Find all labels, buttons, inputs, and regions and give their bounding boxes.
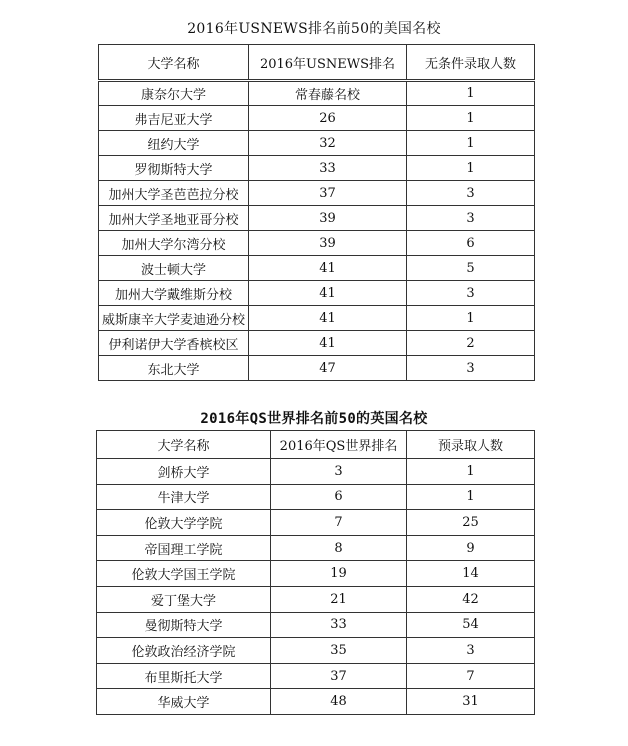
university-name-cell: 剑桥大学 xyxy=(97,459,271,485)
university-name-cell: 爱丁堡大学 xyxy=(97,586,271,612)
rank-cell: 26 xyxy=(249,106,407,131)
university-name-cell: 东北大学 xyxy=(99,356,249,381)
admit-count-cell: 1 xyxy=(407,156,535,181)
university-name-cell: 加州大学圣地亚哥分校 xyxy=(99,206,249,231)
table-row xyxy=(99,281,535,306)
rank-cell: 6 xyxy=(271,484,407,510)
table-row xyxy=(99,106,535,131)
column-header-qs-rank: 2016年QS世界排名 xyxy=(271,431,407,459)
qs-table xyxy=(96,430,535,715)
admit-count-cell: 3 xyxy=(407,281,535,306)
table-row xyxy=(99,206,535,231)
rank-cell: 32 xyxy=(249,131,407,156)
table-row xyxy=(99,331,535,356)
admit-count-cell: 9 xyxy=(407,535,535,561)
rank-cell: 37 xyxy=(249,181,407,206)
table-row xyxy=(97,561,535,587)
column-header-unconditional-admits: 无条件录取人数 xyxy=(407,45,535,81)
university-name-cell: 弗吉尼亚大学 xyxy=(99,106,249,131)
table-row xyxy=(97,459,535,485)
admit-count-cell: 6 xyxy=(407,231,535,256)
university-name-cell: 伦敦政治经济学院 xyxy=(97,638,271,664)
admit-count-cell: 3 xyxy=(407,206,535,231)
rank-cell: 8 xyxy=(271,535,407,561)
rank-cell: 41 xyxy=(249,331,407,356)
usnews-table-title: 2016年USNEWS排名前50的美国名校 xyxy=(187,21,441,37)
university-name-cell: 伦敦大学国王学院 xyxy=(97,561,271,587)
admit-count-cell: 1 xyxy=(407,81,535,106)
admit-count-cell: 1 xyxy=(407,484,535,510)
qs-table-title: 2016年QS世界排名前50的英国名校 xyxy=(200,411,428,427)
university-name-cell: 罗彻斯特大学 xyxy=(99,156,249,181)
admit-count-cell: 31 xyxy=(407,689,535,715)
table-row xyxy=(97,586,535,612)
table-row xyxy=(97,689,535,715)
university-name-cell: 纽约大学 xyxy=(99,131,249,156)
university-name-cell: 加州大学戴维斯分校 xyxy=(99,281,249,306)
table-row xyxy=(99,256,535,281)
rank-cell: 7 xyxy=(271,510,407,536)
university-name-cell: 加州大学圣芭芭拉分校 xyxy=(99,181,249,206)
table-row xyxy=(99,181,535,206)
rank-cell: 48 xyxy=(271,689,407,715)
university-name-cell: 牛津大学 xyxy=(97,484,271,510)
rank-cell: 41 xyxy=(249,281,407,306)
university-name-cell: 波士顿大学 xyxy=(99,256,249,281)
rank-cell: 35 xyxy=(271,638,407,664)
table-row xyxy=(97,663,535,689)
university-name-cell: 威斯康辛大学麦迪逊分校 xyxy=(99,306,249,331)
table-row xyxy=(99,156,535,181)
table-row xyxy=(97,484,535,510)
admit-count-cell: 5 xyxy=(407,256,535,281)
table-header-row xyxy=(99,45,535,81)
admit-count-cell: 1 xyxy=(407,131,535,156)
admit-count-cell: 1 xyxy=(407,106,535,131)
university-name-cell: 布里斯托大学 xyxy=(97,663,271,689)
admit-count-cell: 3 xyxy=(407,181,535,206)
rank-cell: 3 xyxy=(271,459,407,485)
rank-cell: 41 xyxy=(249,306,407,331)
admit-count-cell: 42 xyxy=(407,586,535,612)
rank-cell: 47 xyxy=(249,356,407,381)
table-header-row xyxy=(97,431,535,459)
university-name-cell: 康奈尔大学 xyxy=(99,81,249,106)
admit-count-cell: 3 xyxy=(407,638,535,664)
rank-cell: 21 xyxy=(271,586,407,612)
admit-count-cell: 1 xyxy=(407,306,535,331)
admit-count-cell: 7 xyxy=(407,663,535,689)
table-row xyxy=(99,356,535,381)
usnews-table xyxy=(98,44,535,381)
rank-cell: 41 xyxy=(249,256,407,281)
rank-cell: 39 xyxy=(249,231,407,256)
table-row xyxy=(99,231,535,256)
university-name-cell: 帝国理工学院 xyxy=(97,535,271,561)
column-header-usnews-rank: 2016年USNEWS排名 xyxy=(249,45,407,81)
rank-cell: 37 xyxy=(271,663,407,689)
table-row xyxy=(97,510,535,536)
rank-cell: 常春藤名校 xyxy=(249,81,407,106)
admit-count-cell: 2 xyxy=(407,331,535,356)
admit-count-cell: 54 xyxy=(407,612,535,638)
table-row xyxy=(97,612,535,638)
university-name-cell: 伊利诺伊大学香槟校区 xyxy=(99,331,249,356)
table-row xyxy=(97,535,535,561)
column-header-university: 大学名称 xyxy=(97,431,271,459)
university-name-cell: 华威大学 xyxy=(97,689,271,715)
university-name-cell: 加州大学尔湾分校 xyxy=(99,231,249,256)
table-row xyxy=(99,131,535,156)
admit-count-cell: 3 xyxy=(407,356,535,381)
admit-count-cell: 25 xyxy=(407,510,535,536)
university-name-cell: 伦敦大学学院 xyxy=(97,510,271,536)
rank-cell: 39 xyxy=(249,206,407,231)
column-header-pre-admits: 预录取人数 xyxy=(407,431,535,459)
table-row xyxy=(99,81,535,106)
rank-cell: 19 xyxy=(271,561,407,587)
admit-count-cell: 14 xyxy=(407,561,535,587)
column-header-university: 大学名称 xyxy=(99,45,249,81)
rank-cell: 33 xyxy=(271,612,407,638)
admit-count-cell: 1 xyxy=(407,459,535,485)
table-row xyxy=(99,306,535,331)
rank-cell: 33 xyxy=(249,156,407,181)
university-name-cell: 曼彻斯特大学 xyxy=(97,612,271,638)
table-row xyxy=(97,638,535,664)
